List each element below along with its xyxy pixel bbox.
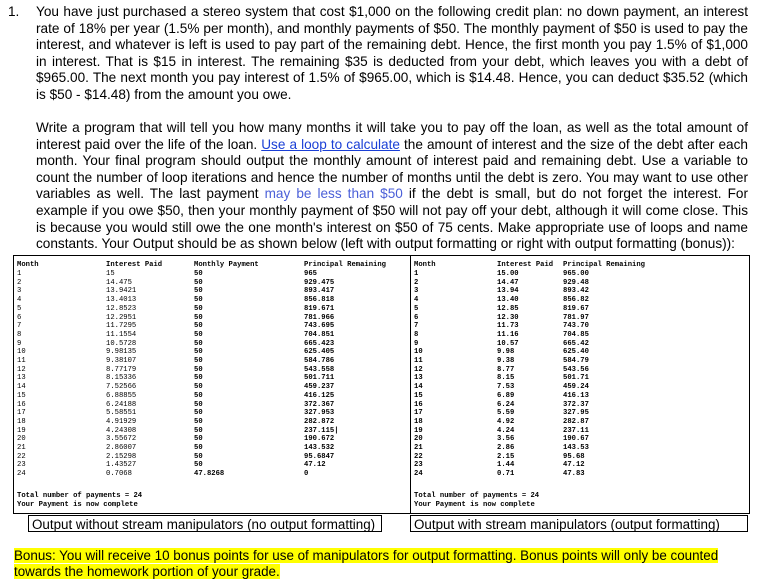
right-header-principal: Principal Remaining	[563, 261, 645, 269]
right-interest-column: 15.00 14.47 13.94 13.40 12.85 12.30 11.73 11.16 10.57 9.98 9.38 8.77 8.15 7.53 6.89 6.24 5.59 4.92 4.24 3.56 2.86 2.15 1.44 0.71	[497, 270, 519, 479]
right-principal-column: 965.00 929.48 893.42 856.82 819.67 781.97 743.70 704.85 665.42 625.40 584.79 543.56 501.71 459.24 416.13 372.37 327.95 282.87 237.11 190.67 143.53 95.68 47.12 47.83	[563, 270, 589, 479]
left-output-caption: Output without stream manipulators (no output formatting)	[28, 515, 382, 532]
instructions-text-1: Write a program that will tell you how many months it will take you to pay off the loan, as well as the total amount of interest paid over the life of the loan.	[36, 120, 748, 152]
bonus-highlight: Bonus: You will receive 10 bonus points for use of manipulators for output formatting. Bonus points will only be counted towards the homework portion of your grade.	[14, 548, 719, 579]
question-number: 1.	[8, 4, 20, 19]
left-month-column: 1 2 3 4 5 6 7 8 9 10 11 12 13 14 15 16 17 18 19 20 21 22 23 24	[17, 270, 26, 479]
right-output-caption: Output with stream manipulators (output formatting)	[410, 515, 748, 532]
instructions-text-3: if the debt is small, but do not forget the interest. For example if you owe $50, then your monthly payment of $50 will not pay off your debt, although it will come close. This is because you would still owe the one month's interest on $50 of 75 cents. Make appropriate use of loops and name constants. Your Output should be as shown below (left with output formatting or right with output formatting (bonus)):	[36, 186, 748, 252]
left-principal-column: 965 929.475 893.417 856.818 819.671 781.966 743.695 704.851 665.423 625.405 584.786 543.558 501.711 459.237 416.125 372.367 327.953 282.872 237.115| 190.672 143.532 95.6847 47.12 0	[304, 270, 339, 479]
left-interest-column: 15 14.475 13.9421 13.4013 12.8523 12.2951 11.7295 11.1554 10.5728 9.98135 9.38107 8.77179 8.15336 7.52566 6.88855 6.24188 5.58551 4.91929 4.24308 3.55672 2.86007 2.15298 1.43527 0.7068	[106, 270, 137, 479]
formatted-output-panel	[410, 255, 750, 514]
instructions-text-2: the amount of interest and the size of the debt after each month. Your final program should output the monthly amount of interest paid and remaining debt. Use a variable to count the number of loop iterations and hence the number of months until the debt is zero. You may want to use other variables as well. The last payment	[36, 136, 748, 202]
last-payment-highlight: may be less than $50	[264, 186, 403, 202]
right-header-interest: Interest Paid	[497, 261, 554, 269]
left-payment-column: 50 50 50 50 50 50 50 50 50 50 50 50 50 50 50 50 50 50 50 50 50 50 50 47.8268	[194, 270, 225, 479]
right-output-footer: Total number of payments = 24 Your Payment is now complete	[414, 492, 540, 509]
unformatted-output-panel	[13, 255, 411, 514]
left-output-footer: Total number of payments = 24 Your Payment is now complete	[17, 492, 143, 509]
loop-link[interactable]: Use a loop to calculate	[261, 136, 400, 152]
right-header-month: Month	[414, 261, 436, 269]
left-header-month: Month	[17, 261, 39, 269]
bonus-note	[14, 548, 744, 580]
left-header-interest: Interest Paid	[106, 261, 163, 269]
left-header-principal: Principal Remaining	[304, 261, 386, 269]
left-header-payment: Monthly Payment	[194, 261, 259, 269]
program-instructions	[36, 120, 748, 253]
right-month-column: 1 2 3 4 5 6 7 8 9 10 11 12 13 14 15 16 17 18 19 20 21 22 23 24	[414, 270, 423, 479]
problem-description: You have just purchased a stereo system that cost $1,000 on the following credit plan: no down payment, an interest rate of 18% per year (1.5% per month), and monthly payments of $50. The monthly payment of $50 is used to pay the interest, and whatever is left is used to pay part of the remaining debt. Hence, the first month you pay 1.5% of $1,000 in interest. That is $15 in interest. The remaining $35 is deducted from your debt, which leaves you with a debt of $965.00. The next month you pay interest of 1.5% of $965.00, which is $14.48. Hence, you can deduct $35.52 (which is $50 - $14.48) from the amount you owe.	[36, 4, 748, 102]
